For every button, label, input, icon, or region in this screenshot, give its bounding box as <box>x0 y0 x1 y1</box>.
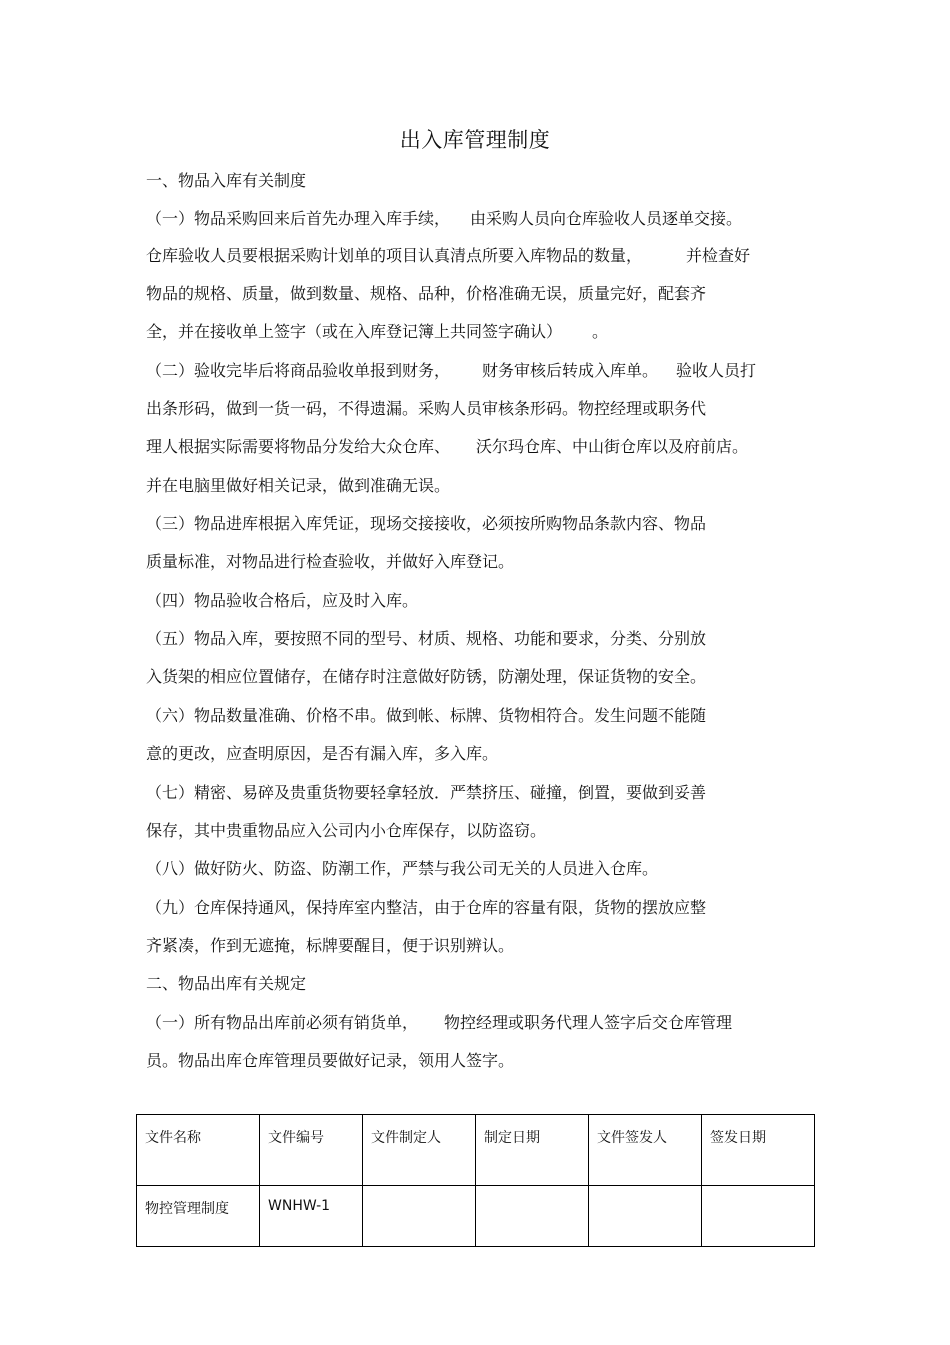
document-info-table <box>136 1114 815 1247</box>
paragraph-line: 物品的规格、质量，做到数量、规格、品种，价格准确无误，质量完好，配套齐 <box>146 284 707 303</box>
paragraph-line: 质量标准，对物品进行检查验收，并做好入库登记。 <box>146 552 515 571</box>
cell-issuer <box>589 1186 702 1247</box>
paragraph-line: （一）物品采购回来后首先办理入库手续， 由采购人员向仓库验收人员逐单交接。 <box>146 209 743 228</box>
paragraph-line: （二）验收完毕后将商品验收单报到财务， 财务审核后转成入库单。 验收人员打 <box>146 361 757 380</box>
header-cell-author: 文件制定人 <box>363 1115 476 1186</box>
paragraph-line: （五）物品入库，要按照不同的型号、材质、规格、功能和要求，分类、分别放 <box>146 629 707 648</box>
table-row <box>137 1186 815 1247</box>
paragraph-line: 意的更改，应查明原因，是否有漏入库，多入库。 <box>146 744 499 763</box>
document-title: 出入库管理制度 <box>399 128 551 152</box>
paragraph-line: 员。物品出库仓库管理员要做好记录，领用人签字。 <box>146 1051 515 1070</box>
paragraph-line: （九）仓库保持通风，保持库室内整洁，由于仓库的容量有限，货物的摆放应整 <box>146 898 707 917</box>
section-heading: 二、物品出库有关规定 <box>146 974 307 993</box>
cell-created-date <box>476 1186 589 1247</box>
section-heading: 一、物品入库有关制度 <box>146 171 307 190</box>
header-cell-issuer: 文件签发人 <box>589 1115 702 1186</box>
paragraph-line: 并在电脑里做好相关记录，做到准确无误。 <box>146 476 451 495</box>
paragraph-line: 全，并在接收单上签字（或在入库登记簿上共同签字确认） 。 <box>146 322 609 341</box>
paragraph-line: 出条形码，做到一货一码，不得遗漏。采购人员审核条形码。物控经理或职务代 <box>146 399 707 418</box>
header-cell-file-number: 文件编号 <box>260 1115 363 1186</box>
header-cell-created-date: 制定日期 <box>476 1115 589 1186</box>
cell-file-number: WNHW-1 <box>260 1186 363 1247</box>
paragraph-line: （六）物品数量准确、价格不串。做到帐、标牌、货物相符合。发生问题不能随 <box>146 706 707 725</box>
paragraph-line: 理人根据实际需要将物品分发给大众仓库、 沃尔玛仓库、中山街仓库以及府前店。 <box>146 437 749 456</box>
paragraph-line: 保存，其中贵重物品应入公司内小仓库保存，以防盗窃。 <box>146 821 547 840</box>
header-cell-issued-date: 签发日期 <box>702 1115 815 1186</box>
paragraph-line: 入货架的相应位置储存，在储存时注意做好防锈，防潮处理，保证货物的安全。 <box>146 667 707 686</box>
cell-file-name: 物控管理制度 <box>137 1186 260 1247</box>
cell-author <box>363 1186 476 1247</box>
header-cell-file-name: 文件名称 <box>137 1115 260 1186</box>
cell-issued-date <box>702 1186 815 1247</box>
paragraph-line: （三）物品进库根据入库凭证，现场交接接收，必须按所购物品条款内容、物品 <box>146 514 707 533</box>
paragraph-line: 齐紧凑，作到无遮掩，标牌要醒目，便于识别辨认。 <box>146 936 515 955</box>
paragraph-line: （八）做好防火、防盗、防潮工作，严禁与我公司无关的人员进入仓库。 <box>146 859 659 878</box>
paragraph-line: （一）所有物品出库前必须有销货单， 物控经理或职务代理人签字后交仓库管理 <box>146 1013 733 1032</box>
paragraph-line: 仓库验收人员要根据采购计划单的项目认真清点所要入库物品的数量， 并检查好 <box>146 246 751 265</box>
paragraph-line: （七）精密、易碎及贵重货物要轻拿轻放．严禁挤压、碰撞，倒置，要做到妥善 <box>146 783 707 802</box>
paragraph-line: （四）物品验收合格后，应及时入库。 <box>146 591 419 610</box>
table-header-row <box>137 1115 815 1186</box>
